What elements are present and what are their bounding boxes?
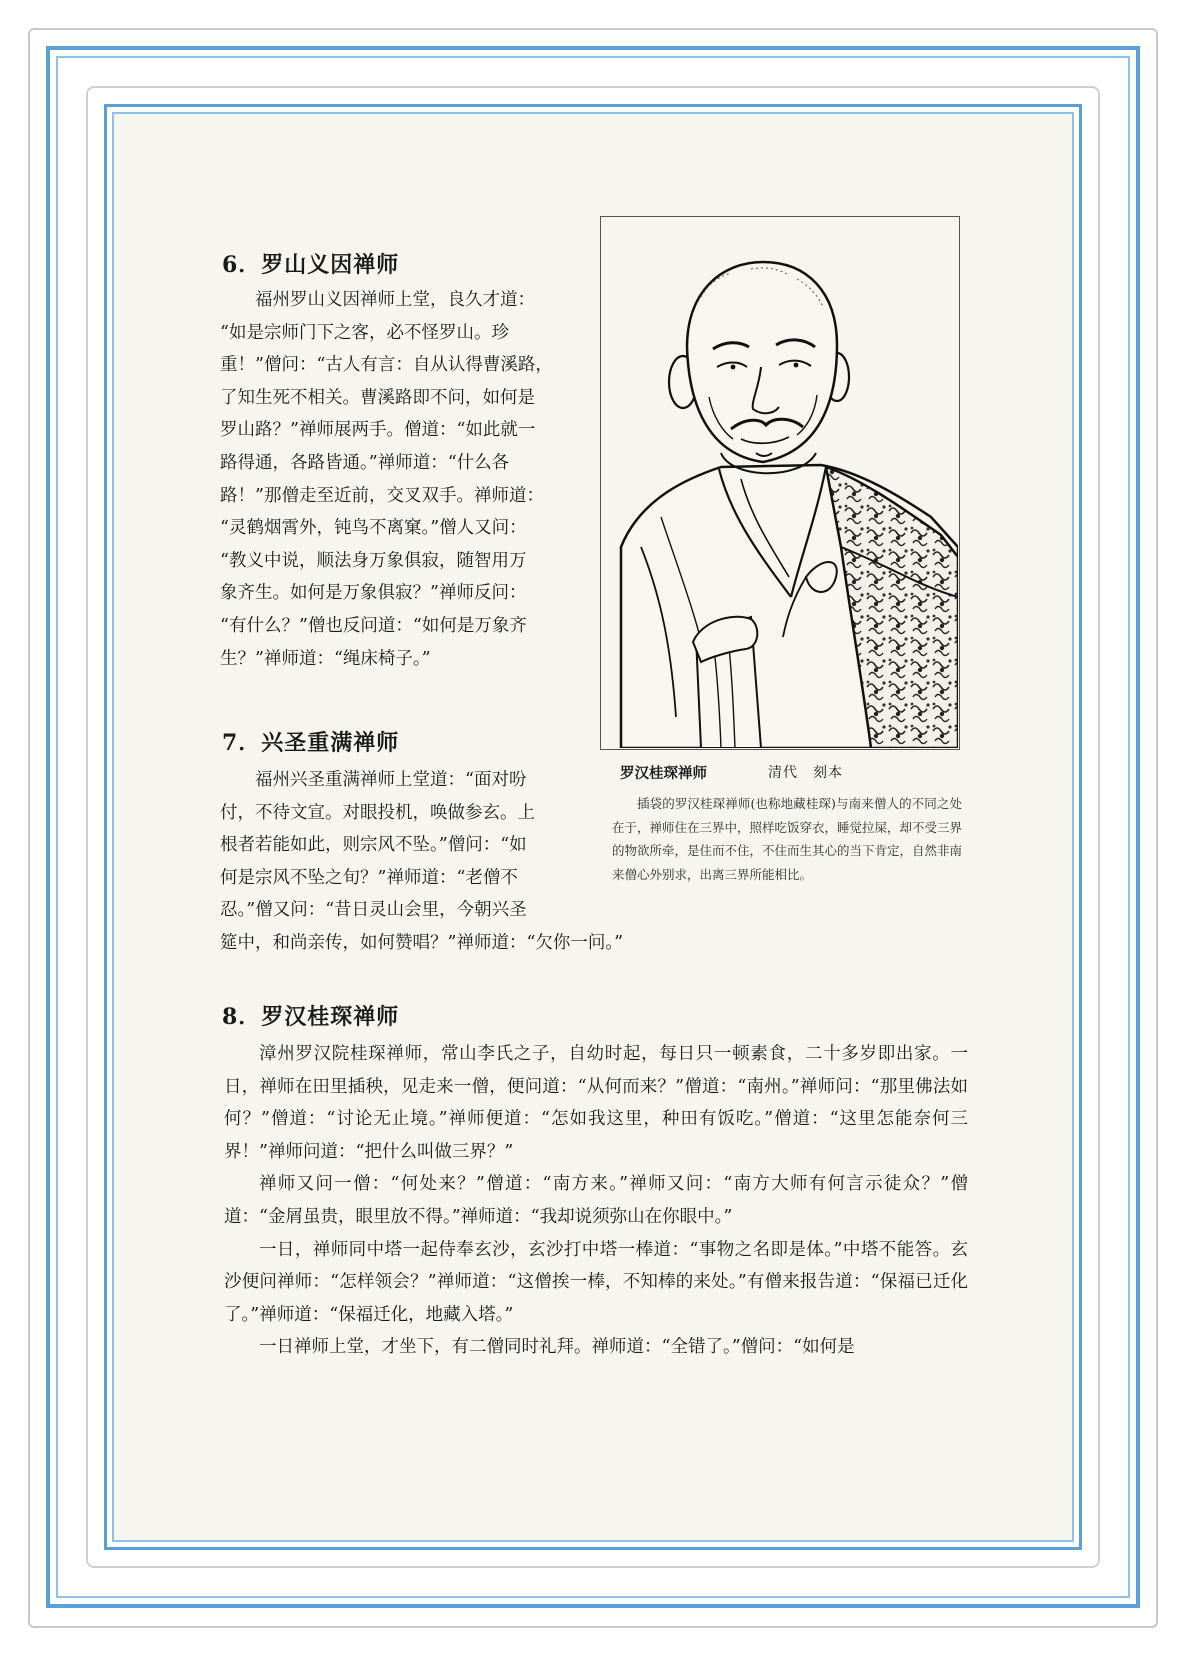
figure-caption-era: 清代 刻本: [768, 765, 843, 781]
text-line: 了知生死不相关。曹溪路即不问，如何是: [220, 387, 535, 408]
figure-caption-note: 插袋的罗汉桂琛禅师(也称地藏桂琛)与南来僧人的不同之处在于，禅师住在三界中，照样吃饭穿衣，睡觉拉屎，却不受三界的物欲所牵，是住而不住，不住而生其心的当下肯定，自然非南来僧心外别求，出离三界所能相比。: [612, 796, 963, 882]
text-line: 忍。”僧又问：“昔日灵山会里，今朝兴圣: [220, 900, 527, 921]
text-line: 福州兴圣重满禅师上堂道：“面对吩: [255, 770, 527, 790]
text-line: 筵中，和尚亲传，如何赞唱？”禅师道：“欠你一问。”: [220, 932, 624, 953]
section-7-text: [220, 764, 660, 960]
figure-caption-title: 罗汉桂琛禅师: [620, 765, 707, 782]
text-line: 付，不待文宣。对眼投机，唤做参玄。上: [220, 802, 535, 823]
text-line: 象齐生。如何是万象俱寂？”禅师反问：: [220, 583, 527, 604]
text-line: 福州罗山义因禅师上堂，良久才道：: [255, 290, 535, 310]
text-line: 根者若能如此，则宗风不坠。”僧问：“如: [220, 835, 527, 856]
text-line: 路得通，各路皆通。”禅师道：“什么各: [220, 452, 510, 473]
section-heading-6: 6．罗山义因禅师: [222, 252, 400, 278]
paragraph: 漳州罗汉院桂琛禅师，常山李氏之子，自幼时起，每日只一顿素食，二十多岁即出家。一日，禅师在田里插秧，见走来一僧，便问道：“从何而来？”僧道：“南州。”禅师问：“那里佛法如何？”僧道：“讨论无止境。”禅师便道：“怎如我这里，种田有饭吃。”僧道：“这里怎能奈何三界！”禅师问道：“把什么叫做三界？”: [224, 1044, 968, 1162]
text-line: 罗山路？”禅师展两手。僧道：“如此就一: [220, 420, 536, 441]
section-6-text: [220, 284, 578, 675]
text-line: “如是宗师门下之客，必不怪罗山。珍: [220, 322, 509, 343]
section-8-text: [224, 1038, 968, 1364]
text-line: 路！”那僧走至近前，交叉双手。禅师道：: [220, 485, 544, 506]
text-line: 生？”禅师道：“绳床椅子。”: [220, 648, 431, 669]
text-line: “有什么？”僧也反问道：“如何是万象齐: [220, 615, 527, 636]
text-line: “灵鹤烟霄外，钝鸟不离窠。”僧人又问：: [220, 518, 527, 539]
paragraph: 一日，禅师同中塔一起侍奉玄沙，玄沙打中塔一棒道：“事物之名即是体。”中塔不能答。玄沙便问禅师：“怎样领会？”禅师道：“这僧挨一棒，不知棒的来处。”有僧来报告道：“保福已迁化了。”禅师道：“保福迁化，地藏入塔。”: [224, 1239, 968, 1325]
section-heading-7: 7．兴圣重满禅师: [222, 730, 400, 756]
portrait-illustration: [600, 216, 960, 750]
paragraph: 一日禅师上堂，才坐下，有二僧同时礼拜。禅师道：“全错了。”僧问：“如何是: [259, 1337, 855, 1358]
paragraph: 禅师又问一僧：“何处来？”僧道：“南方来。”禅师又问：“南方大师有何言示徒众？”僧道：“金屑虽贵，眼里放不得。”禅师道：“我却说须弥山在你眼中。”: [224, 1174, 968, 1227]
monk-portrait-drawing: [601, 217, 958, 748]
section-heading-8: 8．罗汉桂琛禅师: [222, 1004, 400, 1030]
text-line: 何是宗风不坠之旬？”禅师道：“老僧不: [220, 867, 518, 888]
text-line: 重！”僧问：“古人有言：自从认得曹溪路，: [220, 355, 553, 376]
text-line: “教义中说，顺法身万象俱寂，随智用万: [220, 550, 527, 571]
